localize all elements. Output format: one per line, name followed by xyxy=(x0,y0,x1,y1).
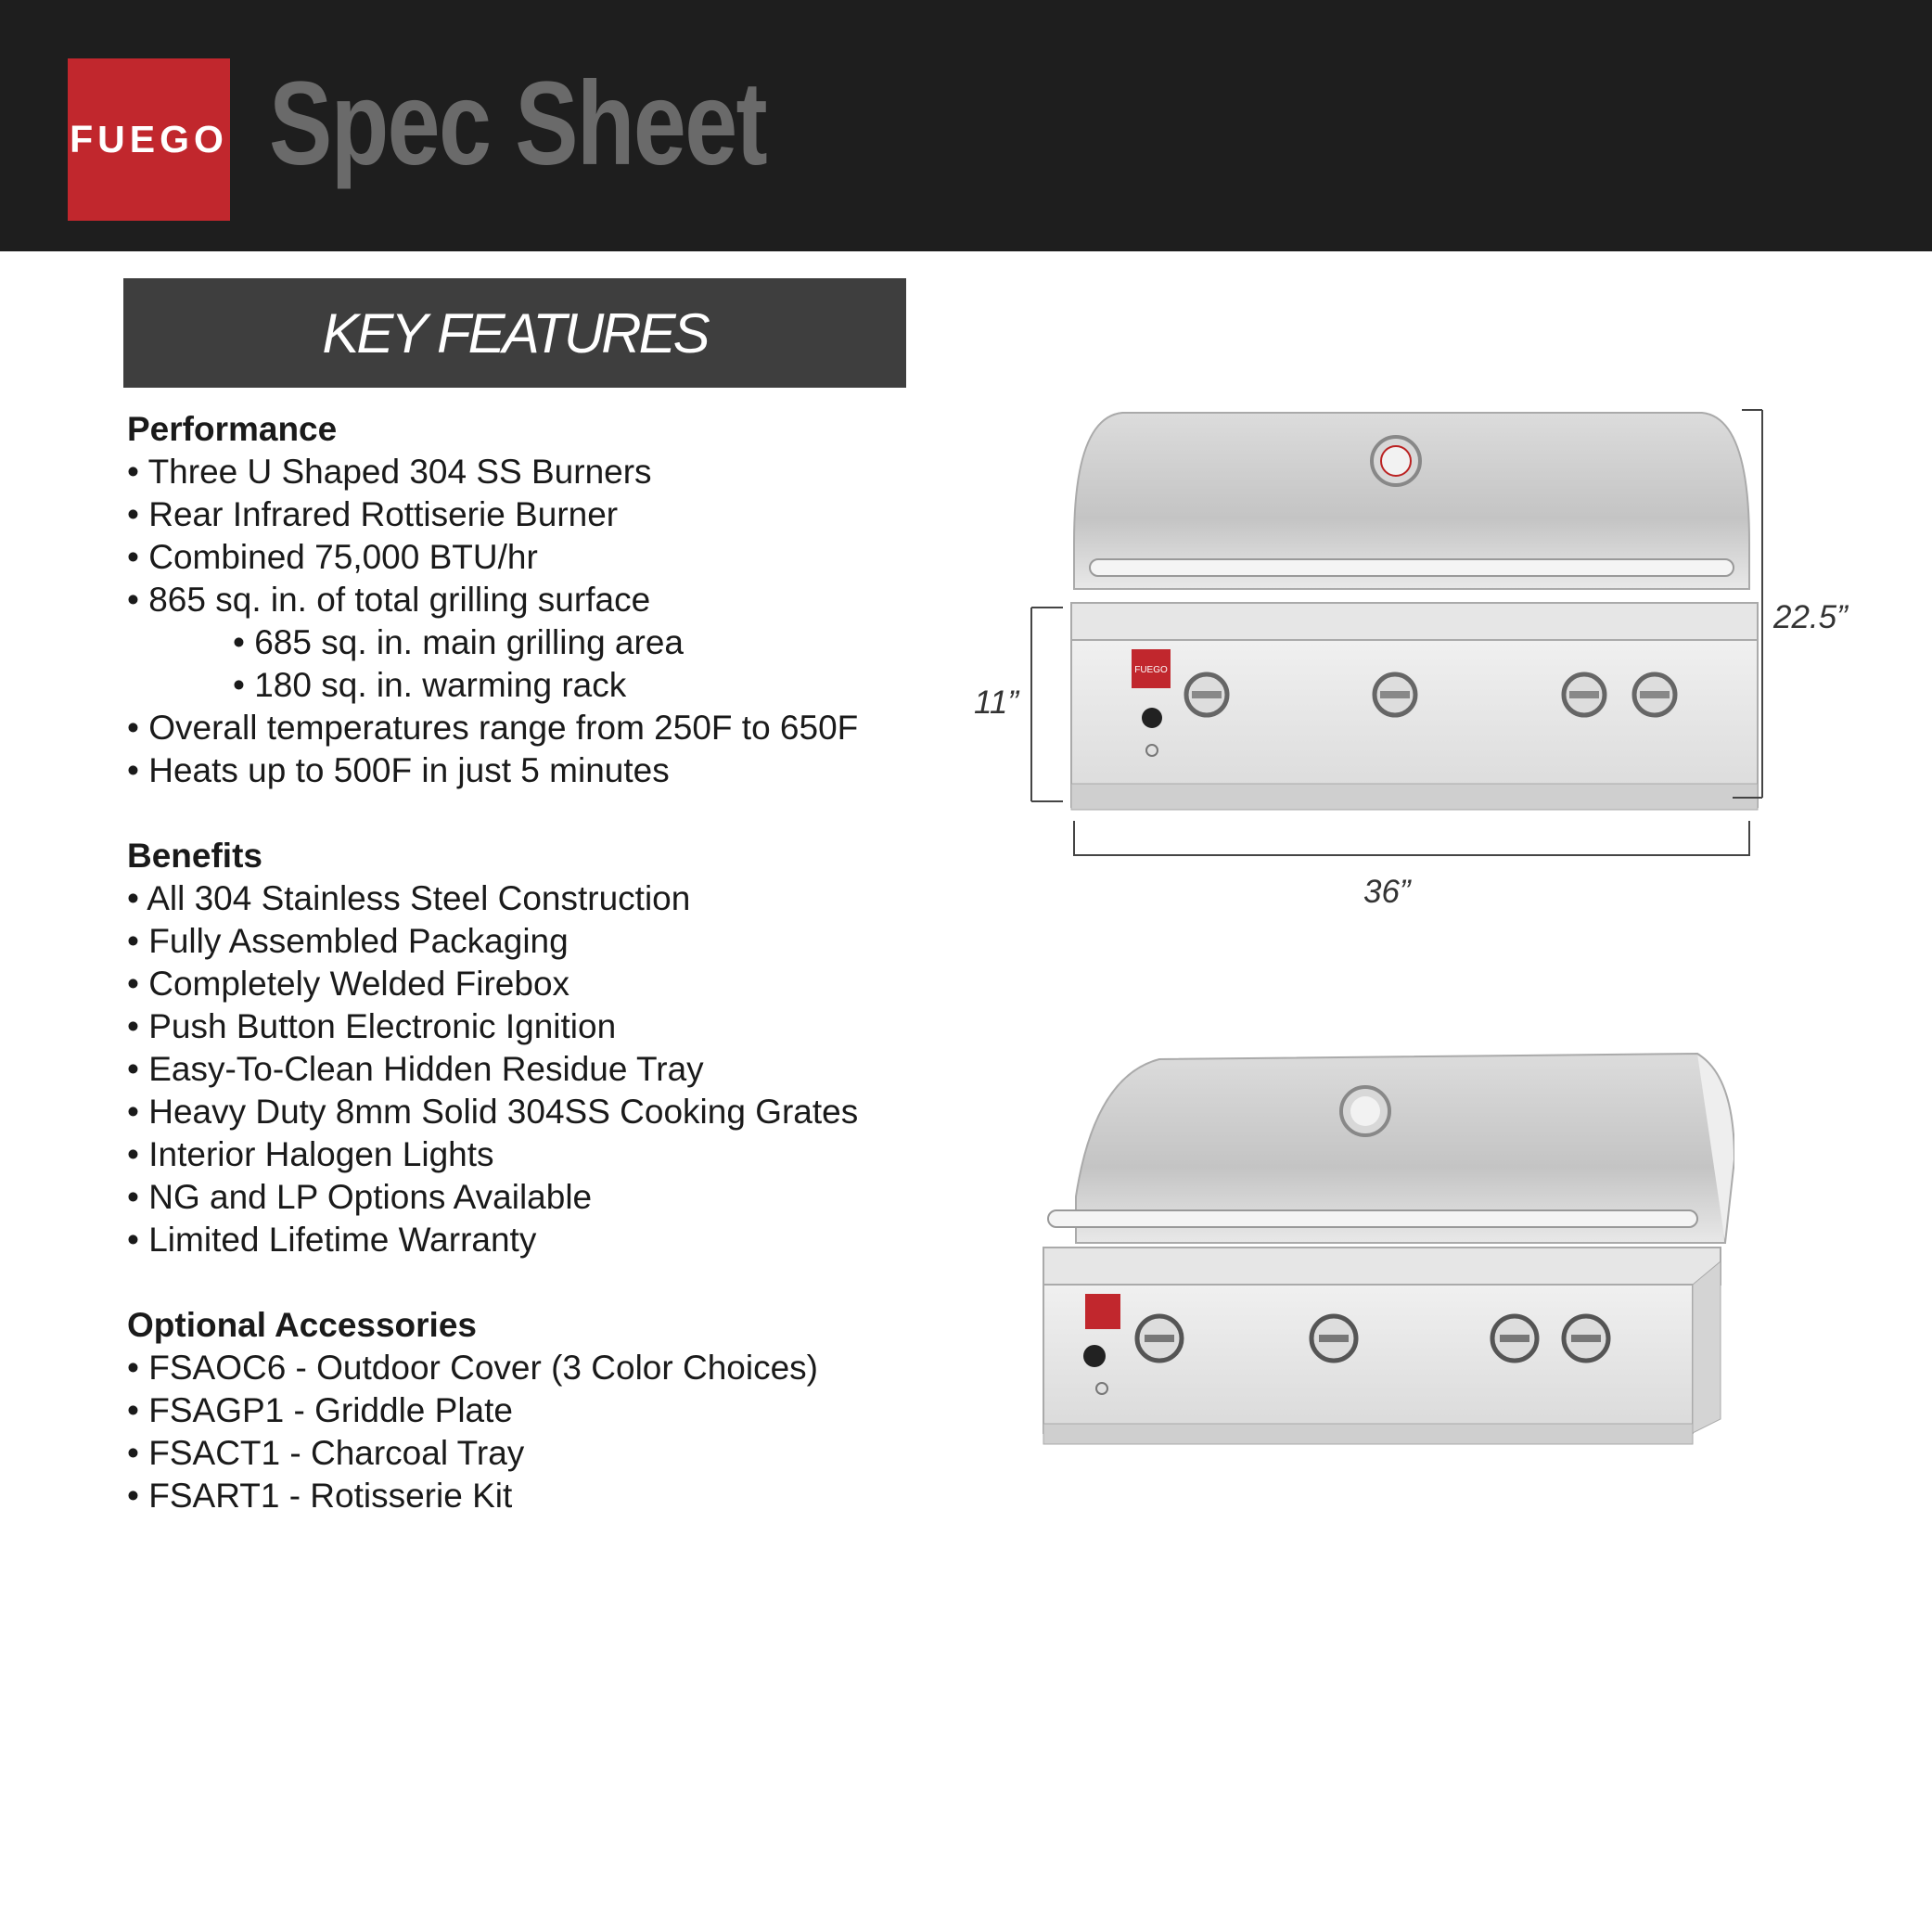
grill-angled-view xyxy=(1030,1048,1734,1456)
list-item: • FSACT1 - Charcoal Tray xyxy=(127,1434,525,1472)
list-item: • Combined 75,000 BTU/hr xyxy=(127,538,538,576)
accessories-heading: Optional Accessories xyxy=(127,1306,477,1344)
knob-icon xyxy=(1492,1316,1537,1361)
grill-front-view xyxy=(965,390,1874,928)
list-subitem: • 180 sq. in. warming rack xyxy=(233,666,627,704)
page-title: Spec Sheet xyxy=(269,58,767,190)
list-subitem: • 685 sq. in. main grilling area xyxy=(233,623,684,661)
list-item: • Three U Shaped 304 SS Burners xyxy=(127,453,652,491)
dimension-width: 36” xyxy=(1363,874,1411,910)
knob-icon xyxy=(1311,1316,1356,1361)
list-item: • Fully Assembled Packaging xyxy=(127,922,569,960)
knob-icon xyxy=(1186,674,1227,715)
knob-icon xyxy=(1564,674,1605,715)
benefits-heading: Benefits xyxy=(127,837,262,875)
list-item: • Rear Infrared Rottiserie Burner xyxy=(127,495,619,533)
fuego-logo xyxy=(68,58,230,221)
header-bar xyxy=(0,0,1932,251)
list-item: • 865 sq. in. of total grilling surface xyxy=(127,581,651,619)
list-item: • Push Button Electronic Ignition xyxy=(127,1007,617,1045)
features-list xyxy=(127,408,934,1517)
list-item: • FSAOC6 - Outdoor Cover (3 Color Choices) xyxy=(127,1349,818,1387)
dimension-height-total: 22.5” xyxy=(1773,599,1848,635)
list-item: • Overall temperatures range from 250F to 650F xyxy=(127,709,859,747)
list-item: • FSART1 - Rotisserie Kit xyxy=(127,1477,513,1515)
list-item: • Heats up to 500F in just 5 minutes xyxy=(127,751,670,789)
list-item: • Limited Lifetime Warranty xyxy=(127,1221,537,1259)
knob-icon xyxy=(1564,1316,1608,1361)
knob-icon xyxy=(1137,1316,1182,1361)
knob-icon xyxy=(1634,674,1675,715)
list-item: • Completely Welded Firebox xyxy=(127,965,570,1003)
list-item: • NG and LP Options Available xyxy=(127,1178,593,1216)
logo-text: FUEGO xyxy=(70,118,228,160)
list-item: • All 304 Stainless Steel Construction xyxy=(127,879,691,917)
key-features-banner xyxy=(123,278,906,388)
product-logo-text: FUEGO xyxy=(1134,665,1168,675)
dimension-height-base: 11” xyxy=(974,685,1018,721)
list-item: • Heavy Duty 8mm Solid 304SS Cooking Grates xyxy=(127,1093,859,1131)
list-item: • Easy-To-Clean Hidden Residue Tray xyxy=(127,1050,704,1088)
list-item: • Interior Halogen Lights xyxy=(127,1135,494,1173)
key-features-heading: KEY FEATURES xyxy=(322,301,708,365)
knob-icon xyxy=(1375,674,1415,715)
performance-heading: Performance xyxy=(127,410,338,448)
list-item: • FSAGP1 - Griddle Plate xyxy=(127,1391,513,1429)
